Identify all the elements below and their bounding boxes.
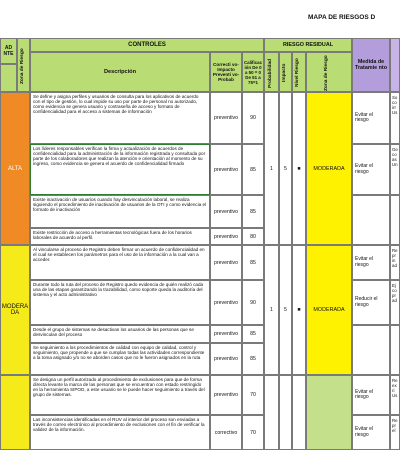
treatment-measure: Reducir el riesgo [352,280,390,325]
residual-zone [306,375,352,450]
header-nivel: Nivel Riesgo [292,52,306,92]
residual-probability [264,375,279,450]
control-score: 70 [242,415,264,450]
header-riesgo-residual: RIESGO RESIDUAL [264,38,352,52]
control-score: 70 [242,375,264,415]
treatment-measure: Evitar el riesgo [352,415,390,450]
header-probabilidad: Probabilidad [264,52,279,92]
header-calificacion: Calificac ión De 0 a 50 = 0 De 51 a 75=1 [242,52,264,92]
action-truncated: Re ex ri Us [390,375,400,415]
control-description: Las inconsistencias identificadas en el RUV al interior del proceso son enviadas a través de correo electrónico al procedimiento de exclusiones con el fin de verificar la validez de la información. [30,415,210,450]
control-type: preventivo [210,195,242,228]
control-description: Existe restricción de acceso a herramientas tecnológicas fuera de los horarios laborales de acuerdo al perfil. [30,228,210,245]
control-type: preventivo [210,375,242,415]
control-score: 85 [242,144,264,195]
header-correctivo: Correcti vo- Impacto Preventi vo- Probab [210,52,242,92]
control-score: 85 [242,245,264,280]
action-truncated: So co irr Us [390,92,400,144]
treatment-measure: Evitar el riesgo [352,375,390,415]
treatment-measure: Evitar el riesgo [352,245,390,280]
residual-level: ■ [292,245,306,375]
control-type: preventivo [210,343,242,375]
control-score: 85 [242,325,264,343]
treatment-measure-empty [352,195,390,245]
control-description: Los líderes responsables verifican la firma y actualización de acuerdos de confidencialidad para la administración de la información registrada y consultada por parte de los colaboradores que realizan la atención e orientación al momento de su ingreso, como evidencia se genera el acuerdo de confidencialidad firmado [30,144,210,195]
control-score: 90 [242,92,264,144]
header-left-blank [0,64,17,92]
header-descripcion: Descripción [30,52,210,92]
control-score: 85 [242,195,264,228]
control-description: Se seguimiento a los procedimientos de calidad con equipo de calidad, control y seguimiento, que propende a que se cumplan todas las actividades correspondiente a la toma asignado y/o no se aborden casos que no le fueron asignados en la ruta [30,343,210,375]
control-description: Se designa un perfil autorizado al procedimiento de exclusiones para que de forma directa levante la marca de las personas que se encuentran con estado restringido en la herramienta SIPOD, a este usuario se le puede hacer seguimiento a través del grupo de sistemas. [30,375,210,415]
header-extra [390,38,400,92]
residual-impact: 5 [279,92,292,245]
page-title: MAPA DE RIESGOS D [308,14,376,21]
treatment-measure-empty [352,325,390,375]
header-zona-residual: Zona de Riesgo [306,52,352,92]
residual-probability: 1 [264,245,279,375]
control-description: Se define y asigna perfiles y usuarios de consulta para los aplicativos de acuerdo con el tipo de gestión, lo cual impide su uso por parte de personal no autorizado, como evidencia se genera usuario y contraseña de acceso y formato de confidencialidad para el acceso a sistemas de información [30,92,210,144]
treatment-measure: Evitar el riesgo [352,92,390,144]
control-type: preventivo [210,144,242,195]
action-truncated: Re pr el [390,415,400,450]
control-description: Desde el grupo de sistemas se desactivan los usuarios de las personas que se desvinculan del proceso [30,325,210,343]
header-zona: Zona de Riesgo [17,38,30,92]
zone-cell-2: MODERA DA [0,245,30,375]
residual-impact: 5 [279,245,292,375]
header-medida: Medida de Tratamie nto [352,38,390,92]
residual-level: ■ [292,92,306,245]
control-type: preventivo [210,245,242,280]
action-truncated: Re pr in ad [390,245,400,280]
control-type: preventivo [210,228,242,245]
residual-zone: MODERADA [306,92,352,245]
action-truncated: Ge co as Un [390,144,400,195]
control-description: Durante todo la ruta del proceso de Registro quedo evidencia de quién realizó cada una de las etapas garantizando la trazabilidad, como soporte queda la auditoría del sistema y el acto administrativo [30,280,210,325]
header-left-group: AD NTE [0,38,17,64]
zone-cell-1: ALTA [0,92,30,245]
residual-impact [279,375,292,450]
action-truncated: Ej co pr ad [390,280,400,325]
control-type: preventivo [210,325,242,343]
residual-level [292,375,306,450]
control-score: 90 [242,280,264,325]
action-empty [390,195,400,245]
action-empty [390,325,400,375]
residual-probability: 1 [264,92,279,245]
control-type: preventivo [210,280,242,325]
header-controles: CONTROLES [30,38,264,52]
header-impacto: Impacto [279,52,292,92]
treatment-measure: Evitar el riesgo [352,144,390,195]
control-type: preventivo [210,92,242,144]
control-description: Existe inactivación de usuarios cuando hay desvinculación laboral, se realiza siguiendo el procedimiento de inactivación de usuarios de la OTI y como evidencia el formato de inactivación [30,195,210,228]
zone-cell-3 [0,375,30,450]
control-score: 80 [242,228,264,245]
control-score: 85 [242,343,264,375]
control-type: correctivo [210,415,242,450]
control-description: Al vincularse al proceso de Registro deben firmar un acuerdo de confidencialidad en el cual se establecen los parámetros para el uso de la información a la cual van a acceder. [30,245,210,280]
residual-zone: MODERADA [306,245,352,375]
